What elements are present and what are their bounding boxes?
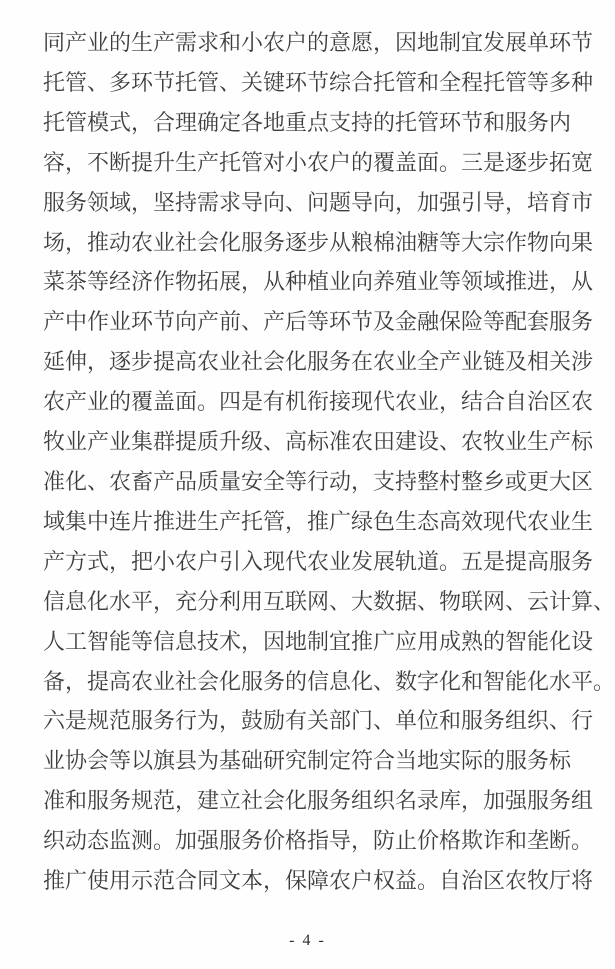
- paragraph-line: 牧业产业集群提质升级、高标准农田建设、农牧业生产标: [43, 429, 594, 455]
- paragraph-line: 产方式，把小农户引入现代农业发展轨道。五是提高服务: [43, 548, 594, 574]
- paragraph-line: 备，提高农业社会化服务的信息化、数字化和智能化水平。: [43, 668, 615, 694]
- paragraph-line: 推广使用示范合同文本，保障农户权益。自治区农牧厅将: [43, 868, 594, 894]
- paragraph-line: 产中作业环节向产前、产后等环节及金融保险等配套服务: [43, 309, 594, 335]
- paragraph-line: 人工智能等信息技术，因地制宜推广应用成熟的智能化设: [43, 628, 594, 654]
- paragraph-line: 农产业的覆盖面。四是有机衔接现代农业，结合自治区农: [43, 389, 594, 415]
- paragraph-line: 场，推动农业社会化服务逐步从粮棉油糖等大宗作物向果: [43, 229, 594, 255]
- page-number: - 4 -: [289, 932, 326, 949]
- document-body: [43, 23, 615, 901]
- paragraph-line: 信息化水平，充分利用互联网、大数据、物联网、云计算、: [43, 588, 615, 614]
- paragraph-line: 托管、多环节托管、关键环节综合托管和全程托管等多种: [43, 69, 594, 95]
- paragraph-line: 六是规范服务行为，鼓励有关部门、单位和服务组织、行: [43, 708, 594, 734]
- paragraph-line: 服务领域，坚持需求导向、问题导向，加强引导，培育市: [43, 189, 594, 215]
- paragraph-line: 织动态监测。加强服务价格指导，防止价格欺诈和垄断。: [43, 828, 594, 854]
- paragraph-line: 业协会等以旗县为基础研究制定符合当地实际的服务标: [43, 748, 572, 774]
- paragraph-line: 容，不断提升生产托管对小农户的覆盖面。三是逐步拓宽: [43, 149, 594, 175]
- paragraph-line: 菜茶等经济作物拓展，从种植业向养殖业等领域推进，从: [43, 269, 594, 295]
- paragraph-line: 延伸，逐步提高农业社会化服务在农业全产业链及相关涉: [43, 349, 594, 375]
- paragraph-line: 域集中连片推进生产托管，推广绿色生态高效现代农业生: [43, 508, 594, 534]
- paragraph-line: 同产业的生产需求和小农户的意愿，因地制宜发展单环节: [43, 30, 594, 55]
- paragraph-line: 准和服务规范，建立社会化服务组织名录库，加强服务组: [43, 788, 594, 814]
- paragraph-line: 准化、农畜产品质量安全等行动，支持整村整乡或更大区: [43, 468, 594, 494]
- paragraph-line: 托管模式，合理确定各地重点支持的托管环节和服务内: [43, 109, 572, 135]
